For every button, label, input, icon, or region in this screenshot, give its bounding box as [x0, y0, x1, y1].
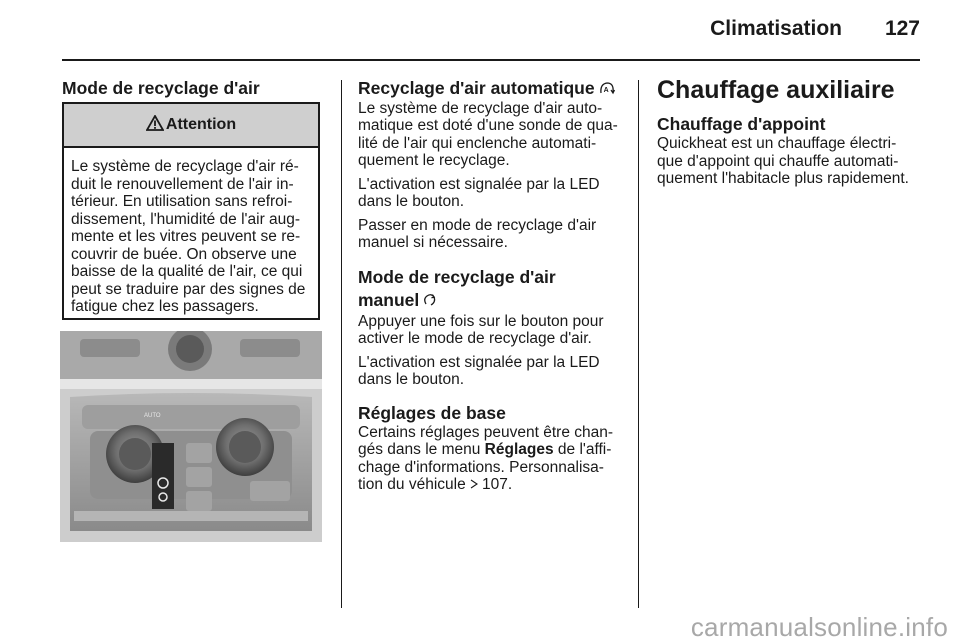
warning-line: dissement, l'humidité de l'air aug-	[71, 210, 301, 228]
warning-header	[64, 104, 318, 148]
text-line: L'activation est signalée par la LED	[358, 353, 600, 371]
svg-text:A: A	[603, 86, 609, 94]
column-2	[358, 78, 628, 494]
text-line: quement le recyclage.	[358, 152, 510, 170]
manual-recycle-icon	[423, 290, 437, 313]
text-fragment: tion du véhicule	[358, 476, 471, 494]
paragraph-led-2	[358, 354, 628, 389]
heading-line: Mode de recyclage d'air	[358, 266, 556, 287]
header-rule	[62, 59, 920, 61]
text-line: dans le bouton.	[358, 371, 465, 389]
text-line: manuel si nécessaire.	[358, 234, 508, 252]
text-line: Passer en mode de recyclage d'air	[358, 216, 597, 234]
page-ref-number: 107.	[482, 476, 513, 494]
warning-line: peut se traduire par des signes de	[71, 280, 306, 298]
text-line: dans le bouton.	[358, 193, 465, 211]
photo-auto-label: AUTO	[144, 413, 161, 419]
warning-line: térieur. En utilisation sans refroi-	[71, 193, 293, 210]
warning-line: Le système de recyclage d'air ré-	[71, 158, 299, 175]
text-line: Certains réglages peuvent être chan-	[358, 423, 614, 441]
warning-line: couvrir de buée. On observe une	[71, 245, 297, 263]
text-line: Appuyer une fois sur le bouton pour	[358, 312, 604, 330]
text-fragment: de l'affi-	[553, 441, 612, 459]
warning-title: Attention	[165, 116, 237, 133]
page-number: 127	[884, 17, 920, 40]
column-divider	[638, 80, 639, 608]
text-line: matique est doté d'une sonde de qua-	[358, 117, 618, 135]
heading-booster-heating: Chauffage d'appoint	[657, 114, 826, 134]
climate-control-photo	[60, 331, 322, 542]
page-reference[interactable]	[470, 476, 512, 493]
text-line: que d'appoint qui chauffe automati-	[657, 152, 899, 170]
warning-line: duit le renouvellement de l'air in-	[71, 175, 294, 193]
paragraph-quickheat	[657, 135, 937, 188]
text-line: chage d'informations. Personnalisa-	[358, 458, 604, 476]
heading-line: manuel	[358, 289, 420, 310]
warning-triangle-icon	[146, 115, 164, 136]
warning-line: mente et les vitres peuvent se re-	[71, 228, 301, 245]
auto-recycle-icon	[599, 79, 615, 100]
text-line	[358, 476, 628, 494]
warning-line: baisse de la qualité de l'air, ce qui	[71, 263, 303, 280]
running-header-title: Climatisation	[710, 17, 842, 40]
paragraph-press-button	[358, 313, 628, 348]
text-line: activer le mode de recyclage d'air.	[358, 330, 592, 348]
warning-text	[64, 148, 318, 316]
text-line: L'activation est signalée par la LED	[358, 175, 600, 193]
text-fragment: gés dans le menu	[358, 441, 485, 459]
paragraph-auto-sensor	[358, 100, 628, 170]
heading-auto-recycle	[358, 78, 628, 100]
column-3	[657, 76, 937, 188]
text-line: quement l'habitacle plus rapidement.	[657, 170, 909, 187]
heading-auxiliary-heating: Chauffage auxiliaire	[657, 76, 895, 104]
watermark: carmanualsonline.info	[690, 612, 948, 642]
text-line: lité de l'air qui enclenche automati-	[358, 134, 597, 152]
heading-auto-recycle-text: Recyclage d'air automatique	[358, 78, 595, 98]
menu-name-reglages: Réglages	[484, 441, 554, 459]
text-line: Quickheat est un chauffage électri-	[657, 135, 897, 152]
warning-line: fatigue chez les passagers.	[71, 298, 259, 315]
heading-manual-recycle	[358, 266, 628, 313]
heading-base-settings: Réglages de base	[358, 402, 506, 423]
column-divider	[341, 80, 342, 608]
paragraph-base-settings	[358, 424, 628, 494]
section-heading-recycle: Mode de recyclage d'air	[62, 78, 260, 98]
paragraph-led-1	[358, 176, 628, 211]
text-line: Le système de recyclage d'air auto-	[358, 99, 603, 117]
text-line	[358, 441, 628, 459]
page-ref-arrow-icon	[470, 476, 478, 494]
paragraph-switch-manual	[358, 217, 628, 252]
warning-box	[62, 102, 320, 320]
